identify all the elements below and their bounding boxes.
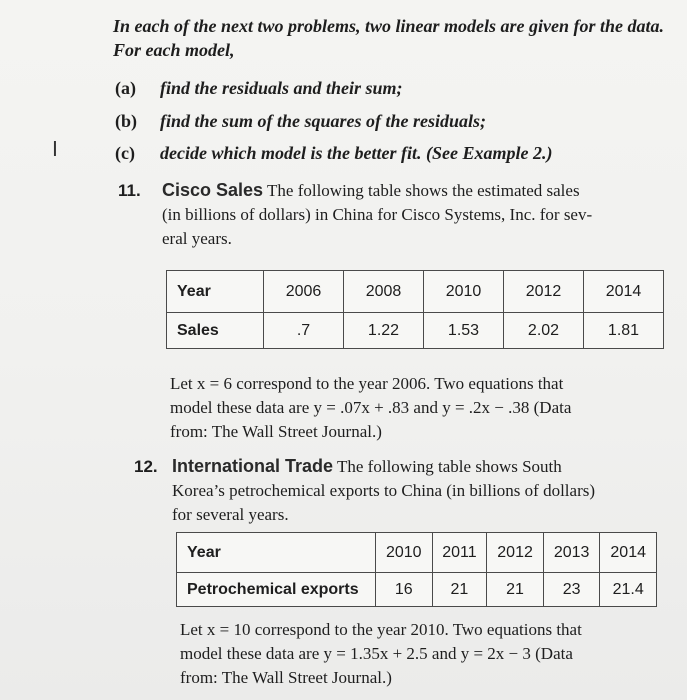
- task-c-label: (c): [115, 143, 135, 163]
- table-cell: 2010: [424, 271, 504, 313]
- table-header-petrochemical-exports: Petrochemical exports: [177, 573, 376, 607]
- problem-12: [134, 454, 674, 527]
- table-cell: 21.4: [600, 573, 657, 607]
- problem-11-line-1: [118, 178, 678, 203]
- table-cell: 2.02: [504, 313, 584, 349]
- table-cell: 2013: [543, 533, 600, 573]
- cisco-sales-table: [166, 270, 664, 349]
- table-cell: .7: [264, 313, 344, 349]
- problem-11-number: 11.: [118, 181, 141, 200]
- problem-12-text-1: The following table shows South: [337, 457, 562, 476]
- table-cell: 16: [376, 573, 433, 607]
- problem-11-text-3: eral years.: [162, 229, 232, 248]
- text-cursor-icon: I: [52, 137, 58, 161]
- problem-12-text-3: for several years.: [172, 505, 289, 524]
- table-cell: 2012: [487, 533, 544, 573]
- task-b-label: (b): [115, 111, 137, 131]
- problem-11: [118, 178, 678, 251]
- table-header-sales: Sales: [167, 313, 264, 349]
- problem-12-note-1: Let x = 10 correspond to the year 2010. Two equations that: [180, 620, 582, 639]
- task-a-label: (a): [115, 78, 136, 98]
- problem-12-note: [180, 618, 670, 690]
- problem-12-note-2: model these data are y = 1.35x + 2.5 and y = 2x − 3 (Data: [180, 644, 573, 663]
- instructions-intro: In each of the next two problems, two linear models are given for the data. For each model,: [113, 16, 665, 60]
- table-cell: 2014: [600, 533, 657, 573]
- task-c-text: decide which model is the better fit. (See Example 2.): [160, 143, 553, 163]
- problem-11-note-3: from: The Wall Street Journal.): [170, 422, 382, 441]
- table-cell: 2012: [504, 271, 584, 313]
- table-cell: 1.81: [584, 313, 664, 349]
- petrochemical-exports-table: [176, 532, 657, 607]
- table-cell: 2006: [264, 271, 344, 313]
- task-b: [115, 111, 486, 132]
- problem-11-title: Cisco Sales: [162, 180, 264, 200]
- table-cell: 2011: [432, 533, 487, 573]
- table-cell: 2014: [584, 271, 664, 313]
- table-cell: 1.22: [344, 313, 424, 349]
- task-c: [115, 143, 552, 164]
- table-cell: 21: [432, 573, 487, 607]
- table-cell: 23: [543, 573, 600, 607]
- table-row: [177, 533, 657, 573]
- task-b-text: find the sum of the squares of the residuals;: [160, 111, 487, 131]
- table-row: [167, 313, 664, 349]
- problem-11-note: [170, 372, 670, 444]
- task-a-text: find the residuals and their sum;: [160, 78, 403, 98]
- table-cell: 1.53: [424, 313, 504, 349]
- problem-12-text-2: Korea’s petrochemical exports to China (in billions of dollars): [172, 481, 596, 500]
- problem-12-number: 12.: [134, 457, 158, 476]
- task-a: [115, 78, 403, 99]
- table-cell: 2008: [344, 271, 424, 313]
- problem-11-note-1: Let x = 6 correspond to the year 2006. Two equations that: [170, 374, 564, 393]
- table-header-year: Year: [167, 271, 264, 313]
- table-cell: 2010: [376, 533, 433, 573]
- table-row: [177, 573, 657, 607]
- table-row: [167, 271, 664, 313]
- problem-12-line-1: [134, 454, 674, 479]
- problem-11-note-2: model these data are y = .07x + .83 and y = .2x − .38 (Data: [170, 398, 572, 417]
- problem-11-text-1: The following table shows the estimated sales: [267, 181, 580, 200]
- problem-11-text-2: (in billions of dollars) in China for Cisco Systems, Inc. for sev-: [162, 205, 593, 224]
- problem-12-note-3: from: The Wall Street Journal.): [180, 668, 392, 687]
- table-cell: 21: [487, 573, 544, 607]
- problem-12-title: International Trade: [172, 456, 334, 476]
- table-header-year: Year: [177, 533, 376, 573]
